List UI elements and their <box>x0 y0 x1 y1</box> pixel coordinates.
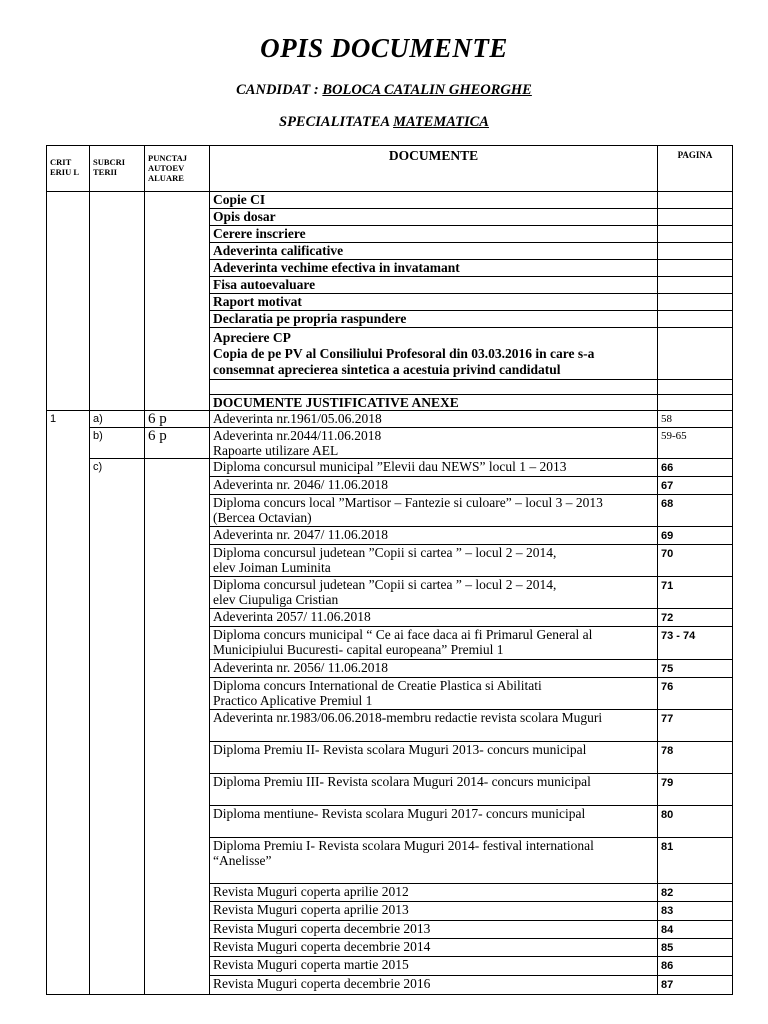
document-cell <box>210 627 658 660</box>
document-line: Diploma concurs International de Creatie Plastica si Abilitati <box>213 678 542 693</box>
page-cell: 80 <box>658 806 733 838</box>
page-cell: 87 <box>658 976 733 995</box>
specialty-label: SPECIALITATEA <box>279 114 394 130</box>
table-row <box>47 428 733 459</box>
document-cell: Revista Muguri coperta decembrie 2014 <box>210 939 658 957</box>
general-doc-page <box>658 311 733 328</box>
page-cell: 82 <box>658 884 733 902</box>
document-cell: Adeverinta nr. 2046/ 11.06.2018 <box>210 477 658 495</box>
subcriteriu-a: a) <box>90 411 145 428</box>
page-cell: 83 <box>658 902 733 921</box>
document-line: Adeverinta nr.2044/11.06.2018 <box>213 428 382 443</box>
document-cell: Revista Muguri coperta aprilie 2013 <box>210 902 658 921</box>
page-title: OPIS DOCUMENTE <box>260 33 508 63</box>
document-cell: Adeverinta 2057/ 11.06.2018 <box>210 609 658 627</box>
document-cell: Revista Muguri coperta decembrie 2016 <box>210 976 658 995</box>
document-cell <box>210 428 658 459</box>
section-page <box>658 395 733 411</box>
general-doc: Adeverinta vechime efectiva in invatamant <box>210 260 658 277</box>
page-cell: 79 <box>658 774 733 806</box>
document-cell: Adeverinta nr. 2056/ 11.06.2018 <box>210 660 658 678</box>
document-line: Diploma concurs local ”Martisor – Fantezie si culoare” – locul 3 – 2013 <box>213 495 603 510</box>
document-cell: Revista Muguri coperta martie 2015 <box>210 957 658 976</box>
apreciere-text: Copia de pe PV al Consiliului Profesoral din 03.03.2016 in care s-a consemnat aprecierea sintetica a acestuia privind candidatul <box>213 346 595 377</box>
punctaj-c <box>145 459 210 995</box>
page-cell: 85 <box>658 939 733 957</box>
general-doc: Declaratia pe propria raspundere <box>210 311 658 328</box>
general-doc: Adeverinta calificative <box>210 243 658 260</box>
page-cell: 75 <box>658 660 733 678</box>
page-cell: 81 <box>658 838 733 884</box>
general-doc: Fisa autoevaluare <box>210 277 658 294</box>
criteriu-empty-cell <box>47 192 90 411</box>
general-doc: Copie CI <box>210 192 658 209</box>
subcriteriu-empty-cell <box>90 192 145 411</box>
general-doc-page <box>658 226 733 243</box>
document-cell <box>210 577 658 609</box>
header-row <box>47 146 733 192</box>
candidate-line <box>0 82 768 99</box>
document-cell: Revista Muguri coperta decembrie 2013 <box>210 921 658 939</box>
general-doc-page <box>658 294 733 311</box>
page-cell: 76 <box>658 678 733 710</box>
subcriteriu-b: b) <box>90 428 145 459</box>
document-line: “Anelisse” <box>213 853 272 868</box>
document-cell: Adeverinta nr. 2047/ 11.06.2018 <box>210 527 658 545</box>
general-doc: Raport motivat <box>210 294 658 311</box>
punctaj-a: 6 p <box>145 411 210 428</box>
table-row <box>47 459 733 477</box>
general-doc-page <box>658 192 733 209</box>
punctaj-b: 6 p <box>145 428 210 459</box>
page-cell: 66 <box>658 459 733 477</box>
criteriu-number: 1 <box>47 411 90 995</box>
document-line: Diploma concurs municipal “ Ce ai face daca ai fi Primarul General al <box>213 627 593 642</box>
document-cell <box>210 678 658 710</box>
page-cell: 86 <box>658 957 733 976</box>
header-pagina: PAGINA <box>658 146 733 192</box>
page-cell: 68 <box>658 495 733 527</box>
page-cell: 78 <box>658 742 733 774</box>
header-punctaj: PUNCTAJ AUTOEV ALUARE <box>145 146 210 192</box>
general-doc-page <box>658 260 733 277</box>
document-line: elev Joiman Luminita <box>213 560 331 575</box>
page-cell: 84 <box>658 921 733 939</box>
table-row <box>47 411 733 428</box>
general-doc-page <box>658 277 733 294</box>
document-line: Diploma concursul judetean ”Copii si cartea ” – locul 2 – 2014, <box>213 545 557 560</box>
document-cell: Diploma mentiune- Revista scolara Muguri 2017- concurs municipal <box>210 806 658 838</box>
general-doc: Opis dosar <box>210 209 658 226</box>
general-doc-row <box>47 192 733 209</box>
general-doc-page <box>658 243 733 260</box>
punctaj-empty-cell <box>145 192 210 411</box>
page-cell: 73 - 74 <box>658 627 733 660</box>
page-cell: 58 <box>658 411 733 428</box>
page-cell: 71 <box>658 577 733 609</box>
apreciere-cell <box>210 328 658 380</box>
specialty-line <box>0 114 768 131</box>
document-cell: Adeverinta nr.1983/06.06.2018-membru redactie revista scolara Muguri <box>210 710 658 742</box>
document-line: Diploma Premiu I- Revista scolara Muguri 2014- festival international <box>213 838 594 853</box>
document-line: Practico Aplicative Premiul 1 <box>213 693 373 708</box>
specialty-name: MATEMATICA <box>393 114 489 130</box>
candidate-label: CANDIDAT : <box>236 82 323 98</box>
candidate-name: BOLOCA CATALIN GHEORGHE <box>322 82 532 98</box>
general-doc-page <box>658 209 733 226</box>
page-cell: 59-65 <box>658 428 733 459</box>
document-line: Diploma concursul judetean ”Copii si cartea ” – locul 2 – 2014, <box>213 577 557 592</box>
page-cell: 72 <box>658 609 733 627</box>
page-cell: 77 <box>658 710 733 742</box>
section-title: DOCUMENTE JUSTIFICATIVE ANEXE <box>210 395 658 411</box>
general-doc: Cerere inscriere <box>210 226 658 243</box>
header-documente: DOCUMENTE <box>210 146 658 192</box>
document-cell <box>210 838 658 884</box>
documents-table <box>46 145 733 995</box>
document-cell: Diploma Premiu III- Revista scolara Muguri 2014- concurs municipal <box>210 774 658 806</box>
page-cell: 69 <box>658 527 733 545</box>
document-line: Municipiului Bucuresti- capital europeana” Premiul 1 <box>213 642 504 657</box>
page-cell: 67 <box>658 477 733 495</box>
header-criteriu: CRIT ERIU L <box>47 146 90 192</box>
spacer-page <box>658 380 733 395</box>
header-subcriterii: SUBCRI TERII <box>90 146 145 192</box>
document-line: elev Ciupuliga Cristian <box>213 592 339 607</box>
subcriteriu-c: c) <box>90 459 145 995</box>
document-cell: Diploma Premiu II- Revista scolara Muguri 2013- concurs municipal <box>210 742 658 774</box>
apreciere-title: Apreciere CP <box>213 330 291 345</box>
document-cell: Diploma concursul municipal ”Elevii dau NEWS” locul 1 – 2013 <box>210 459 658 477</box>
document-cell <box>210 545 658 577</box>
document-line: (Bercea Octavian) <box>213 510 312 525</box>
document-cell: Adeverinta nr.1961/05.06.2018 <box>210 411 658 428</box>
document-cell: Revista Muguri coperta aprilie 2012 <box>210 884 658 902</box>
apreciere-page <box>658 328 733 380</box>
document-cell <box>210 495 658 527</box>
spacer-cell <box>210 380 658 395</box>
document-line: Rapoarte utilizare AEL <box>213 443 339 458</box>
page-cell: 70 <box>658 545 733 577</box>
